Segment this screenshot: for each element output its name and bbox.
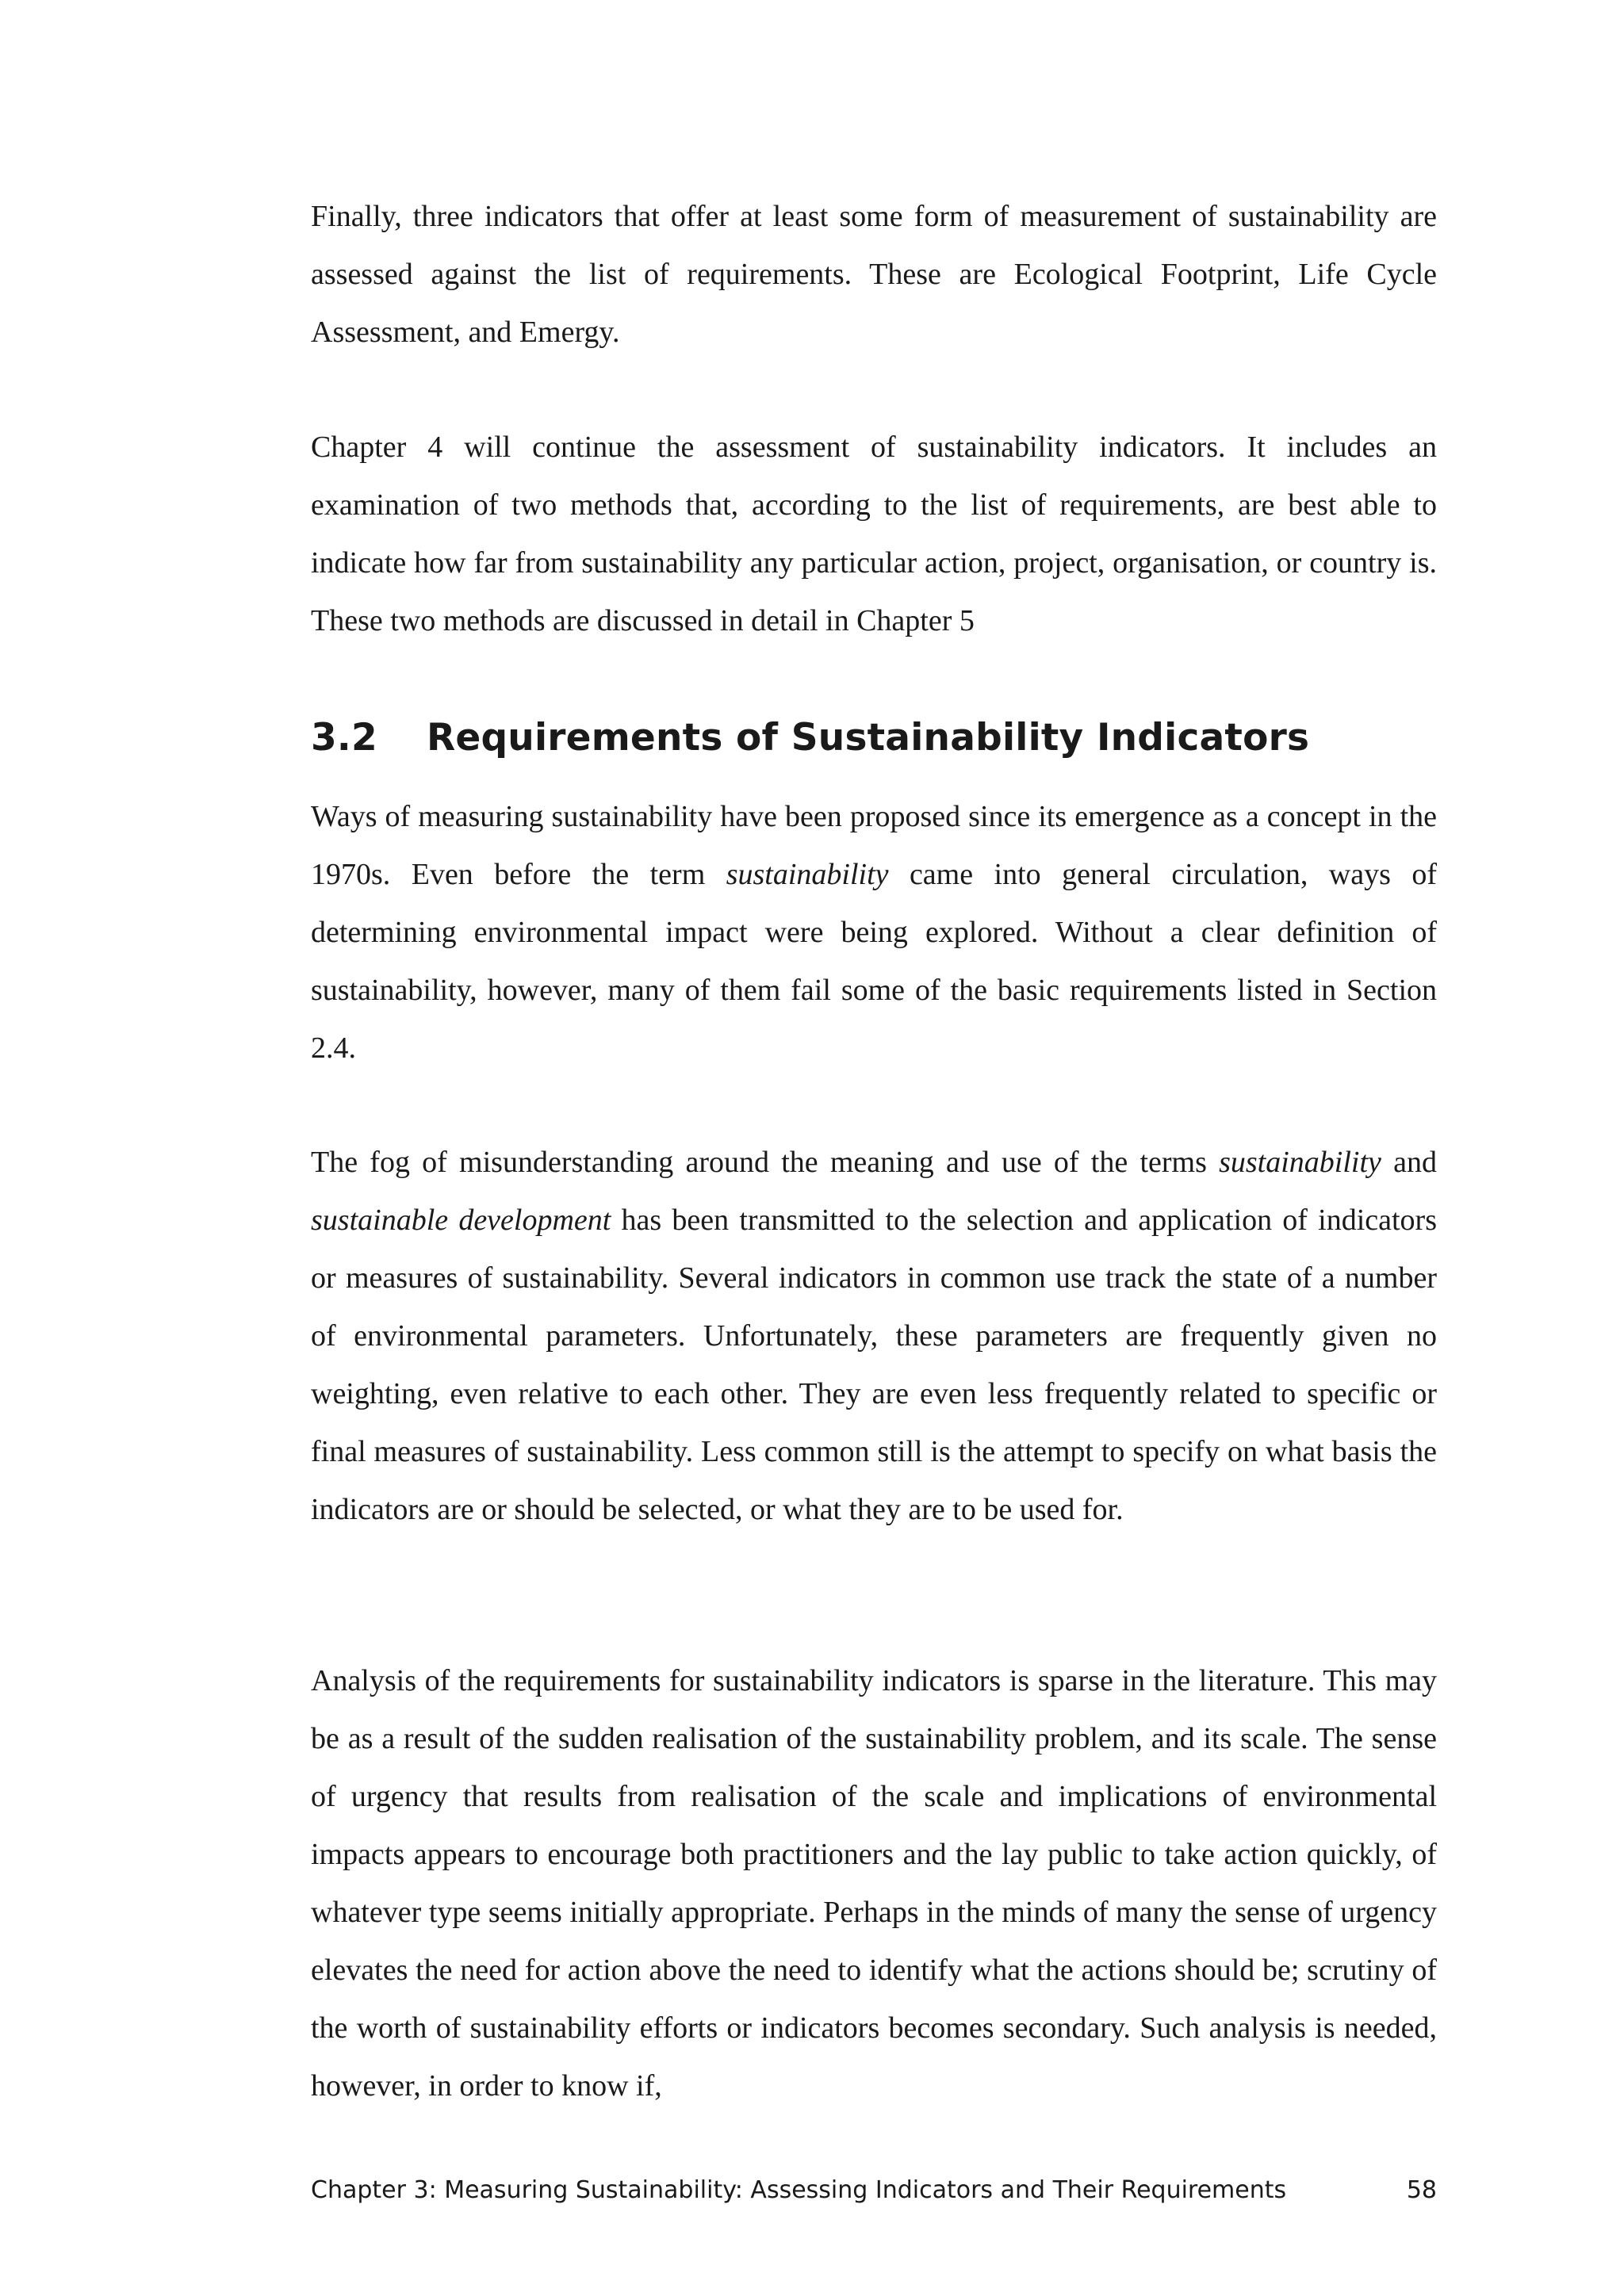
- text-segment: and: [1381, 1146, 1437, 1179]
- page-number: 58: [1406, 2176, 1437, 2204]
- paragraph-chapter-4-overview: Chapter 4 will continue the assessment of sustainability indicators. It includes an examination of two methods that, according to the list of requirements, are best able to indicate how far from sustainability any particular action, project, organisation, or country is. These two methods are discussed in detail in Chapter 5: [311, 430, 1437, 637]
- paragraph-analysis-of-requirements: Analysis of the requirements for sustainability indicators is sparse in the literature. This may be as a result of the sudden realisation of the sustainability problem, and its scale. The sense of urgency that results from realisation of the scale and implications of environmental impacts appears to encourage both practitioners and the lay public to take action quickly, of whatever type seems initially appropriate. Perhaps in the minds of many the sense of urgency elevates the need for action above the need to identify what the actions should be; scrutiny of the worth of sustainability efforts or indicators becomes secondary. Such analysis is needed, however, in order to know if,: [311, 1664, 1437, 2103]
- section-number: 3.2: [311, 716, 377, 760]
- footer-chapter-title: Chapter 3: Measuring Sustainability: Assessing Indicators and Their Requirements: [311, 2176, 1287, 2204]
- italic-term: sustainable development: [311, 1203, 611, 1237]
- paragraph-intro-indicators: Finally, three indicators that offer at least some form of measurement of sustainability are assessed against the list of requirements. These are Ecological Footprint, Life Cycle Assessment, and Emergy.: [311, 200, 1437, 349]
- paragraph-fog-of-misunderstanding: [311, 1134, 1437, 1539]
- paragraph-measuring-history: [311, 788, 1437, 1077]
- text-segment: has been transmitted to the selection and application of indicators or measures of sustainability. Several indicators in common use track the state of a number of environmental parameters. Unfortunately, these parameters are frequently given no weighting, even relative to each other. They are even less frequently related to specific or final measures of sustainability. Less common still is the attempt to specify on what basis the indicators are or should be selected, or what they are to be used for.: [311, 1203, 1437, 1526]
- italic-term: sustainability: [726, 858, 889, 891]
- text-segment: The fog of misunderstanding around the meaning and use of the terms: [311, 1146, 1220, 1179]
- italic-term: sustainability: [1219, 1146, 1381, 1179]
- text-segment: Ways of measuring sustainability have been proposed since its emergence as a concept in the 1970s. Even before the term: [311, 800, 1437, 891]
- section-heading: [311, 711, 1309, 765]
- page-footer: [311, 2171, 1437, 2210]
- section-title: Requirements of Sustainability Indicators: [427, 716, 1310, 760]
- text-segment: came into general circulation, ways of determining environmental impact were being explored. Without a clear definition of sustainability, however, many of them fail some of the basic requirements listed in Section 2.4.: [311, 858, 1437, 1065]
